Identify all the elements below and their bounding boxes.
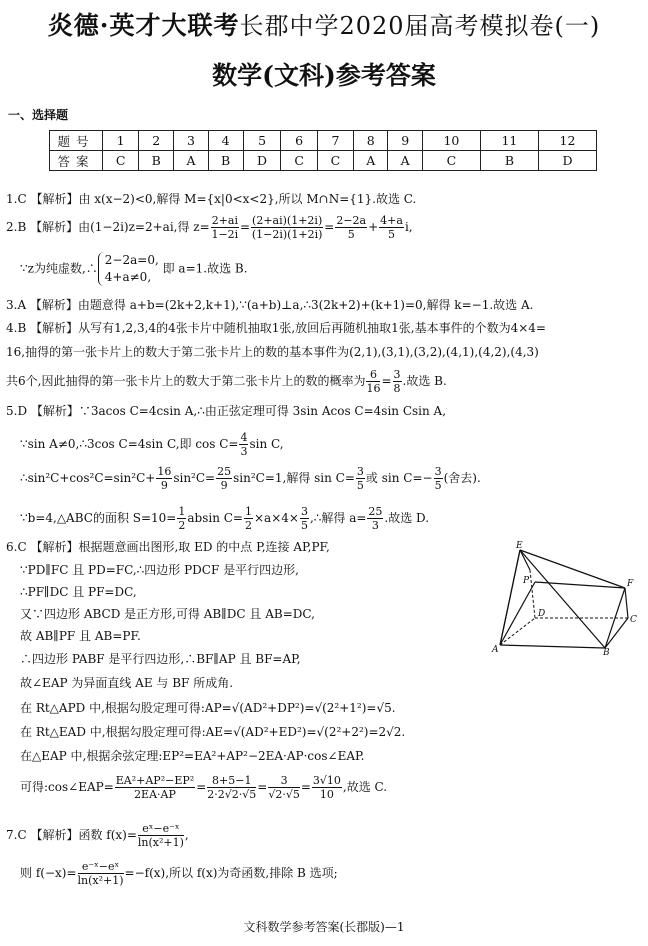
question-number-cell: 3 <box>174 131 208 151</box>
answer-cell: B <box>480 151 538 171</box>
edge-EB <box>520 550 605 648</box>
fraction: $\frac{3}{√2\cdot√5}$ <box>268 774 300 801</box>
edge-FC <box>625 588 628 618</box>
label-P: P <box>523 576 530 586</box>
solution-q5-line3: ∴sin²C+cos²C=sin²C+ $\frac{16}{9}$ sin²C= $\frac{25}{9}$ sin²C=1,解得 sin C= $\frac{3}{5}$ 或 sin C=− $\frac{3}{5}$ (舍去). <box>20 465 481 492</box>
solution-q4-line1: 4.B 【解析】从写有1,2,3,4的4张卡片中随机抽取1张,放回后再随机抽取1张,基本事件的个数为4×4= <box>6 321 546 335</box>
solution-q6-line8: 在 Rt△APD 中,根据勾股定理可得:AP=√(AD²+DP²)=√(2²+1²)=√5. <box>20 701 396 715</box>
solution-q6-line2: ∵PD∥FC 且 PD=FC,∴四边形 PDCF 是平行四边形, <box>20 563 299 577</box>
case-brace: 2−2a=0, 4+a≠0, <box>98 252 159 286</box>
solution-q5-line1: 5.D 【解析】∵3acos C=4csin A,∴由正弦定理可得 3sin Acos C=4sin Csin A, <box>6 404 447 418</box>
fraction: $\frac{8+5-1}{2\cdot 2√2\cdot√5}$ <box>207 774 257 801</box>
edge-AP <box>500 582 535 645</box>
solution-q6-line6: ∴四边形 PABF 是平行四边形,∴BF∥AP 且 BF=AP, <box>20 652 301 666</box>
question-number-cell: 9 <box>388 131 422 151</box>
question-number-cell: 8 <box>354 131 388 151</box>
row-label: 答案 <box>50 151 103 171</box>
fraction: $\frac{6}{16}$ <box>366 368 381 395</box>
solution-q4-line3: 共6个,因此抽得的第一张卡片上的数大于第二张卡片上的数的概率为 $\frac{6}{16}$ = $\frac{3}{8}$ .故选 B. <box>6 368 447 395</box>
solution-q7-line1: 7.C 【解析】函数 f(x)= $\frac{\text{eˣ−e⁻ˣ}}{\text{ln(x²+1)}}$ , <box>6 822 189 849</box>
solution-q6-line3: ∴PF∥DC 且 PF=DC, <box>20 585 137 599</box>
exam-title <box>0 6 648 42</box>
answer-cell: D <box>538 151 596 171</box>
label-A: A <box>492 645 499 655</box>
row-label: 题号 <box>50 131 103 151</box>
fraction: $\frac{16}{9}$ <box>157 465 172 492</box>
edge-PD <box>530 570 535 618</box>
fraction: $\frac{1}{2}$ <box>178 505 186 532</box>
page-footer: 文科数学参考答案(长郡版)—1 <box>243 920 405 934</box>
answer-table-row-answers <box>50 151 597 171</box>
fraction: $\frac{\text{eˣ−e⁻ˣ}}{\text{ln(x²+1)}}$ <box>137 822 184 849</box>
label-E: E <box>516 541 523 551</box>
fraction: $\frac{3}{5}$ <box>434 465 442 492</box>
answer-table <box>49 130 597 171</box>
question-number-cell: 1 <box>103 131 139 151</box>
solution-q7-line2: 则 f(−x)= $\frac{\text{e⁻ˣ−eˣ}}{\text{ln(x²+1)}}$ =−f(x),所以 f(x)为奇函数,排除 B 选项; <box>20 860 338 887</box>
question-number-cell: 11 <box>480 131 538 151</box>
solution-q5-line4: ∵b=4,△ABC的面积 S=10= $\frac{1}{2}$ absin C= $\frac{1}{2}$ ×a×4× $\frac{3}{5}$ ,∴解得 a= $\frac{25}{3}$ .故选 D. <box>20 505 430 532</box>
answer-cell: D <box>243 151 281 171</box>
brand-name: 炎德·英才大联考 <box>47 11 240 40</box>
text: 即 a=1.故选 B. <box>162 261 248 276</box>
edge-AB <box>500 645 605 648</box>
solution-q6-line11: 可得:cos∠EAP= $\frac{\text{EA²+AP²−EP²}}{2EA\cdot AP}$ = $\frac{8+5-1}{2\cdot 2√2\cdot√5}$ = $\frac{3}{√2\cdot√5}$ = $\frac{3√10}{10}$ ,故选 C. <box>20 774 388 801</box>
answer-cell: C <box>317 151 353 171</box>
question-number-cell: 10 <box>422 131 480 151</box>
geometry-figure <box>490 540 640 655</box>
edge-BC <box>605 618 628 648</box>
solution-q6-line10: 在△EAP 中,根据余弦定理:EP²=EA²+AP²−2EA·AP·cos∠EAP. <box>20 749 365 763</box>
answer-cell: B <box>208 151 243 171</box>
question-number-cell: 5 <box>243 131 281 151</box>
fraction: $\frac{25}{9}$ <box>217 465 232 492</box>
answer-table-row-numbers <box>50 131 597 151</box>
label-D: D <box>538 609 546 619</box>
solution-q4-line2: 16,抽得的第一张卡片上的数大于第二张卡片上的数的基本事件为(2,1),(3,1),(3,2),(4,1),(4,2),(4,3) <box>6 345 539 359</box>
label-C: C <box>630 615 637 625</box>
page-subtitle: 数学(文科)参考答案 <box>212 61 436 90</box>
fraction: $\frac{\text{e⁻ˣ−eˣ}}{\text{ln(x²+1)}}$ <box>77 860 124 887</box>
fraction: $\frac{2+ai}{1-2i}$ <box>211 214 239 241</box>
fraction: $\frac{1}{2}$ <box>244 505 252 532</box>
fraction: $\frac{4+a}{5}$ <box>380 214 403 241</box>
solution-q6-line1: 6.C 【解析】根据题意画出图形,取 ED 的中点 P,连接 AP,PF, <box>6 540 330 554</box>
fraction: $\frac{3√10}{10}$ <box>312 774 341 801</box>
answer-cell: A <box>388 151 422 171</box>
edge-EA2 <box>500 550 520 645</box>
question-number-cell: 7 <box>317 131 353 151</box>
fraction: $\frac{3}{5}$ <box>356 465 364 492</box>
answer-cell: C <box>281 151 317 171</box>
solution-q1: 1.C 【解析】由 x(x−2)<0,解得 M={x|0<x<2},所以 M∩N={1}.故选 C. <box>6 192 417 206</box>
text: 2.B 【解析】由(1−2i)z=2+ai,得 z= <box>6 220 210 234</box>
question-number-cell: 4 <box>208 131 243 151</box>
school-title: 长郡中学2020届高考模拟卷(一) <box>239 12 601 40</box>
label-B: B <box>603 648 610 655</box>
solution-q2-line1: 2.B 【解析】由(1−2i)z=2+ai,得 z= $\frac{2+ai}{1-2i}$ = $\frac{(2+ai)(1+2i)}{(1-2i)(1+2i)}$ = $\frac{2-2a}{5}$ + $\frac{4+a}{5}$ i, <box>6 214 413 241</box>
fraction: $\frac{25}{3}$ <box>368 505 383 532</box>
label-F: F <box>627 579 634 589</box>
solution-q6-line5: 故 AB∥PF 且 AB=PF. <box>20 629 141 643</box>
solution-q3: 3.A 【解析】由题意得 a+b=(2k+2,k+1),∵(a+b)⊥a,∴3(2k+2)+(k+1)=0,解得 k=−1.故选 A. <box>6 298 534 312</box>
fraction: $\frac{4}{3}$ <box>240 431 248 458</box>
question-number-cell: 12 <box>538 131 596 151</box>
question-number-cell: 2 <box>139 131 174 151</box>
answer-cell: A <box>174 151 208 171</box>
fraction: $\frac{\text{EA²+AP²−EP²}}{2EA\cdot AP}$ <box>115 774 195 801</box>
solution-q6-line4: 又∵四边形 ABCD 是正方形,可得 AB∥DC 且 AB=DC, <box>20 607 315 621</box>
fraction: $\frac{(2+ai)(1+2i)}{(1-2i)(1+2i)}$ <box>251 214 323 241</box>
answer-cell: A <box>354 151 388 171</box>
fraction: $\frac{3}{5}$ <box>300 505 308 532</box>
answer-cell: C <box>422 151 480 171</box>
fraction: $\frac{3}{8}$ <box>393 368 401 395</box>
section-heading: 一、选择题 <box>8 108 69 122</box>
solution-q5-line2: ∵sin A≠0,∴3cos C=4sin C,即 cos C= $\frac{4}{3}$ sin C, <box>20 431 284 458</box>
question-number-cell: 6 <box>281 131 317 151</box>
solution-q2-line2 <box>20 252 248 286</box>
text: ∵z为纯虚数,∴ <box>20 261 98 276</box>
fraction: $\frac{2-2a}{5}$ <box>336 214 367 241</box>
solution-q6-line9: 在 Rt△EAD 中,根据勾股定理可得:AE=√(AD²+ED²)=√(2²+2²)=2√2. <box>20 725 406 739</box>
solution-q6-line7: 故∠EAP 为异面直线 AE 与 BF 所成角. <box>20 676 234 690</box>
answer-cell: B <box>139 151 174 171</box>
answer-cell: C <box>103 151 139 171</box>
